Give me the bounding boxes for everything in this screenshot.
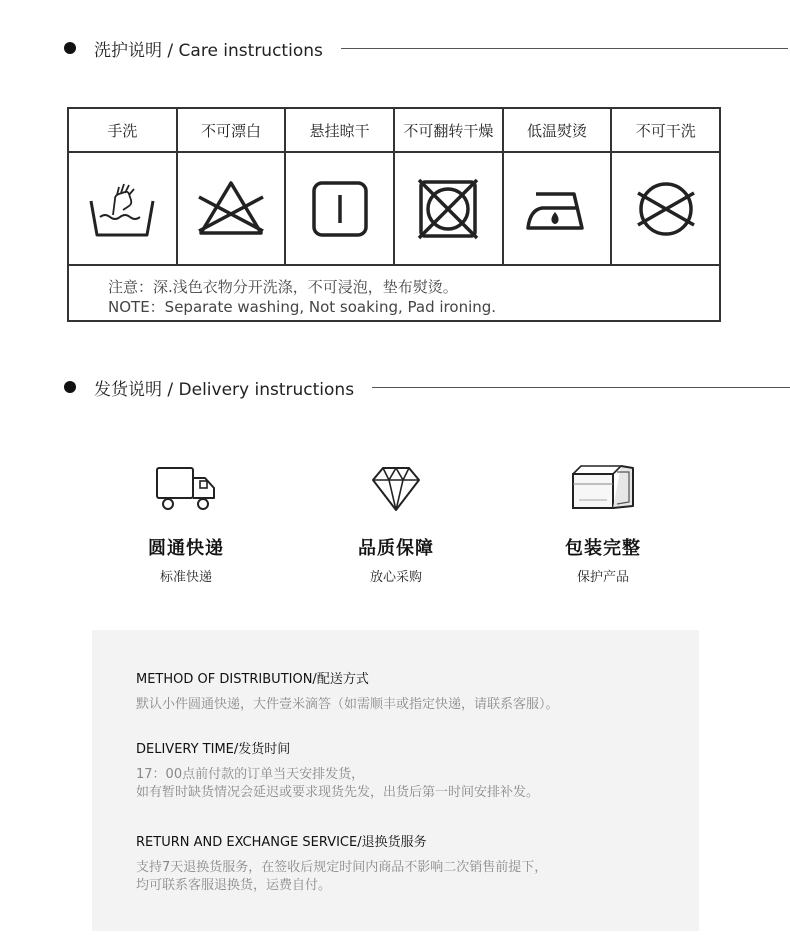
care-label: 悬挂晾干 <box>286 109 393 153</box>
info-title: METHOD OF DISTRIBUTION/配送方式 <box>136 672 369 687</box>
care-column-no-dry-clean <box>612 109 719 264</box>
bullet-dot-icon <box>64 42 76 54</box>
care-note <box>69 264 719 322</box>
care-label: 不可干洗 <box>612 109 719 153</box>
info-return-exchange <box>136 831 547 895</box>
care-section-header <box>64 36 788 60</box>
care-heading-rule <box>341 48 788 49</box>
feature-subtitle: 标准快递 <box>159 570 212 585</box>
feature-subtitle: 保护产品 <box>576 570 629 585</box>
info-line: 如有暂时缺货情况会延迟或要求现货先发，出货后第一时间安排补发。 <box>136 785 540 800</box>
feature-title: 包装完整 <box>565 538 641 559</box>
care-heading: 洗护说明 / Care instructions <box>94 40 323 61</box>
bullet-dot-icon <box>64 381 76 393</box>
info-distribution-method <box>136 668 559 714</box>
care-label: 不可漂白 <box>178 109 285 153</box>
no-dry-clean-icon <box>634 179 698 239</box>
info-title: RETURN AND EXCHANGE SERVICE/退换货服务 <box>136 835 427 850</box>
info-text <box>136 696 559 714</box>
feature-title: 品质保障 <box>358 538 434 559</box>
info-delivery-time <box>136 738 539 802</box>
info-line: 支持7天退换货服务，在签收后规定时间内商品不影响二次销售前提下， <box>136 860 548 875</box>
care-label: 不可翻转干燥 <box>395 109 502 153</box>
line-dry-icon <box>310 179 370 239</box>
care-label: 低温熨烫 <box>504 109 611 153</box>
care-column-no-bleach <box>178 109 287 264</box>
delivery-section-header <box>64 375 790 399</box>
care-table <box>67 107 721 322</box>
package-icon <box>569 462 637 512</box>
feature-subtitle: 放心采购 <box>369 570 422 585</box>
feature-quality <box>306 456 486 585</box>
info-text <box>136 766 539 802</box>
delivery-info-panel <box>92 630 699 931</box>
delivery-heading-rule <box>372 387 790 388</box>
no-bleach-icon <box>195 179 267 239</box>
hand-wash-icon <box>87 177 157 241</box>
truck-icon <box>155 464 217 512</box>
care-column-hand-wash <box>69 109 178 264</box>
feature-title: 圆通快递 <box>148 538 224 559</box>
feature-express <box>96 456 276 585</box>
info-line: 均可联系客服退换货，运费自付。 <box>136 878 332 893</box>
care-label: 手洗 <box>69 109 176 153</box>
delivery-heading: 发货说明 / Delivery instructions <box>94 379 355 400</box>
care-column-line-dry <box>286 109 395 264</box>
care-note-en: NOTE：Separate washing, Not soaking, Pad ironing. <box>108 298 497 316</box>
care-column-no-tumble-dry <box>395 109 504 264</box>
no-tumble-dry-icon <box>417 178 479 240</box>
diamond-icon <box>371 464 421 512</box>
low-iron-icon <box>524 186 590 232</box>
care-note-cn: 注意：深.浅色衣物分开洗涤，不可浸泡，垫布熨烫。 <box>108 278 458 296</box>
info-line: 17：00点前付款的订单当天安排发货， <box>136 767 365 782</box>
info-line: 默认小件圆通快递，大件壹米滴答（如需顺丰或指定快递，请联系客服）。 <box>136 697 559 712</box>
care-column-low-iron <box>504 109 613 264</box>
info-text <box>136 859 547 895</box>
feature-package <box>513 456 693 585</box>
info-title: DELIVERY TIME/发货时间 <box>136 742 291 757</box>
